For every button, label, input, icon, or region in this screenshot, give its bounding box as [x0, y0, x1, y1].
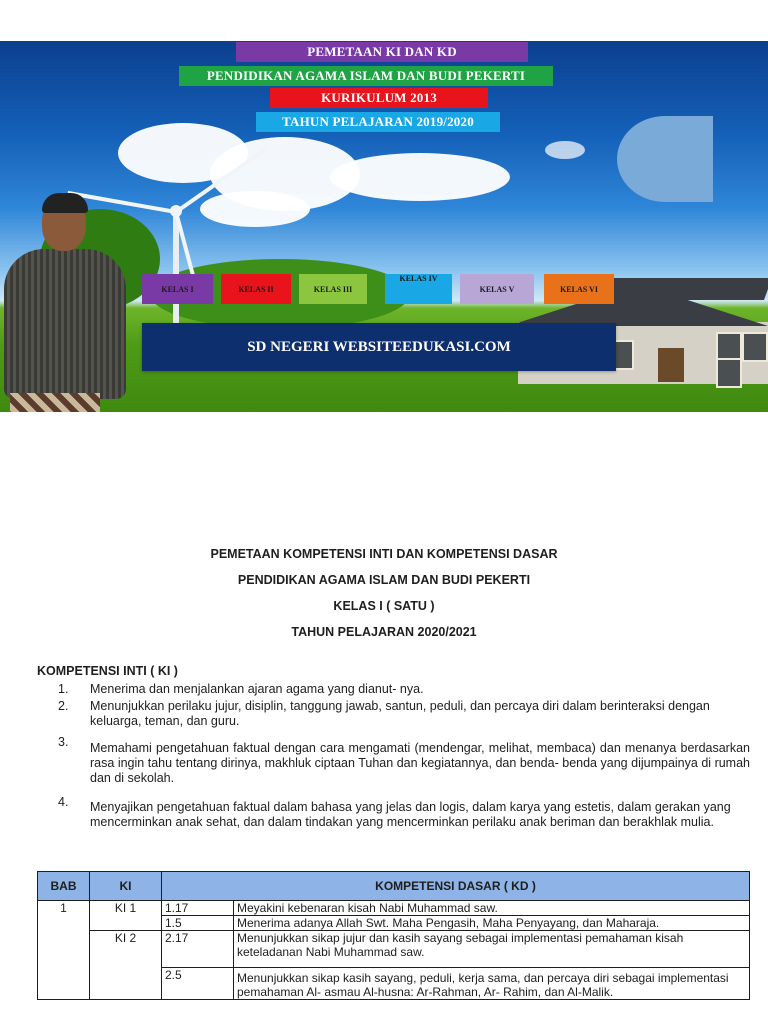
class-button-6[interactable]: KELAS VI — [544, 274, 614, 304]
cell-kd-text: Menunjukkan sikap kasih sayang, peduli, kerja sama, dan percaya diri sebagai implementasi pemahaman Al- asmau Al-husna: Ar-Rahman, Ar- Rahim, dan Al-Malik. — [234, 968, 750, 1000]
header-bab: BAB — [38, 872, 90, 901]
table-row — [38, 931, 750, 968]
moon-shape — [617, 116, 713, 202]
ki-number: 4. — [58, 795, 69, 809]
ki-text: Menunjukkan perilaku jujur, disiplin, tanggung jawab, santun, peduli, dan percaya diri dalam berinteraksi dengan keluarga, teman, dan guru. — [90, 699, 710, 728]
table-row — [38, 901, 750, 916]
school-name-banner — [142, 323, 616, 371]
banner-title-line: TAHUN PELAJARAN 2019/2020 — [256, 112, 500, 132]
cell-kd-code: 2.17 — [162, 931, 234, 968]
header-kd: KOMPETENSI DASAR ( KD ) — [162, 872, 750, 901]
banner-title-line: PEMETAAN KI DAN KD — [236, 42, 528, 62]
cell-kd-code: 1.17 — [162, 901, 234, 916]
ki-number: 2. — [58, 699, 69, 713]
doc-class: KELAS I ( SATU ) — [333, 599, 435, 613]
banner-title-line: KURIKULUM 2013 — [270, 88, 488, 108]
doc-year: TAHUN PELAJARAN 2020/2021 — [291, 625, 477, 639]
header-banner — [0, 41, 768, 412]
ki-text: Menyajikan pengetahuan faktual dalam bahasa yang jelas dan logis, dalam karya yang estetis, dalam gerakan yang mencerminkan anak sehat, dan dalam tindakan yang mencerminkan perilaku anak beriman dan berakhlak mulia. — [90, 800, 731, 829]
class-button-2[interactable]: KELAS II — [221, 274, 291, 304]
class-button-5[interactable]: KELAS V — [460, 274, 534, 304]
ki-text: Menerima dan menjalankan ajaran agama yang dianut- nya. — [90, 682, 424, 696]
cell-ki: KI 1 — [90, 901, 162, 931]
ki-section-title: KOMPETENSI INTI ( KI ) — [37, 664, 178, 678]
teacher-photo — [0, 193, 130, 412]
doc-subject: PENDIDIKAN AGAMA ISLAM DAN BUDI PEKERTI — [237, 573, 531, 587]
class-button-1[interactable]: KELAS I — [142, 274, 213, 304]
cell-kd-text: Meyakini kebenaran kisah Nabi Muhammad saw. — [234, 901, 750, 916]
class-button-4[interactable]: KELAS IV — [385, 274, 452, 304]
cell-bab: 1 — [38, 901, 90, 1000]
school-name: SD NEGERI WEBSITEEDUKASI.COM — [247, 338, 511, 355]
banner-title-line: PENDIDIKAN AGAMA ISLAM DAN BUDI PEKERTI — [179, 66, 553, 86]
cell-kd-code: 1.5 — [162, 916, 234, 931]
header-ki: KI — [90, 872, 162, 901]
ki-number: 3. — [58, 735, 69, 749]
kd-table — [37, 871, 750, 1000]
cell-kd-code: 2.5 — [162, 968, 234, 1000]
cell-ki: KI 2 — [90, 931, 162, 1000]
cell-kd-text: Menunjukkan sikap jujur dan kasih sayang sebagai implementasi pemahaman kisah keteladanan Nabi Muhammad saw. — [234, 931, 750, 968]
cell-kd-text: Menerima adanya Allah Swt. Maha Pengasih, Maha Penyayang, dan Maharaja. — [234, 916, 750, 931]
doc-title: PEMETAAN KOMPETENSI INTI DAN KOMPETENSI DASAR — [210, 547, 558, 561]
table-header-row — [38, 872, 750, 901]
ki-text: Memahami pengetahuan faktual dengan cara mengamati (mendengar, melihat, membaca) dan menanya berdasarkan rasa ingin tahu tentang dirinya, makhluk ciptaan Tuhan dan kegiatannya, dan benda- benda yang dijumpainya di rumah dan di sekolah. — [90, 741, 750, 785]
ki-number: 1. — [58, 682, 69, 696]
class-button-3[interactable]: KELAS III — [299, 274, 367, 304]
